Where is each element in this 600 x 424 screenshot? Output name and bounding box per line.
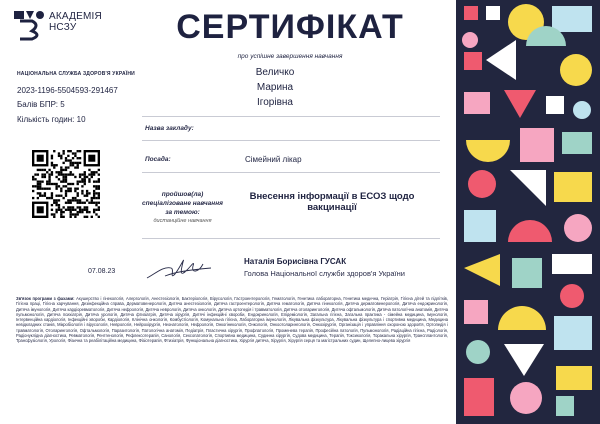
certificate-subtitle: про успішне завершення навчання	[237, 53, 343, 60]
course-title: Внесення інформації в ЕСОЗ щодо вакцинації	[249, 191, 415, 213]
specialties-label: Зв'язок програми з фахами:	[16, 296, 75, 301]
academy-logo-icon	[12, 9, 46, 41]
recipient-surname: Величко	[255, 67, 295, 78]
divider	[142, 238, 440, 239]
service-name: НАЦІОНАЛЬНА СЛУЖБА ЗДОРОВ'Я УКРАЇНИ	[17, 71, 135, 77]
position-label: Посада:	[145, 156, 171, 163]
bpr-points: Балів БПР: 5	[17, 100, 65, 109]
issue-date: 07.08.23	[88, 268, 116, 275]
signer-position: Голова Національної служби здоров'я України	[244, 269, 405, 278]
divider	[142, 140, 440, 141]
hours-count: Кількість годин: 10	[17, 115, 86, 124]
geometric-shapes-icon	[456, 0, 600, 424]
decorative-pattern	[456, 0, 600, 424]
academy-logo-text	[49, 11, 102, 33]
course-label: пройшов(ла) спеціалізоване навчання за темою:	[142, 191, 223, 216]
specialties-list: Акушерство і гінекологія, Алергологія, Анестезіологія, Бактеріологія, Вірусологія, Гастроентерологія, Гематологія, Генетика лабораторна, Генетика медична, Геріатрія, Гігієна дітей та підлітків, Гігієна праці, Гігієна харчування, Дезінфекційна справа, Дерматовенерологія, Дитяча анестезіологія, Дитяча гастроентерологія, Дитяча гематологія, Дитяча гінекологія, Дитяча дерматовенерологія, Дитяча ендокринологія, Дитяча імунологія, Дитяча кардіоревматологія, Дитяча нефрологія, Дитяча неврологія, Дитяча онкологія, Дитяча ортопедія і травматологія, Дитяча отоларингологія, Дитяча офтальмологія, Дитяча патологічна анатомія, Дитяча пульмонологія, Дитяча психіатрія, Дитяча урологія, Дитяча фтизіатрія, Дитяча хірургія, Дитячі інфекційні хвороби, Ендокринологія, Епідеміологія, Загальна гігієна, Загальна практика - сімейна медицина, Імунологія, Інтервенційна кардіологія, Інфекційні хвороби, Кардіологія, Клінічна онкологія, Комбустіологія, Комунальна гігієна, Лабораторна імунологія, Лікувальна фізкультура, Лікувальна фізкультура і спортивна медицина, Медицина невідкладних станів, Мікробіологія і вірусологія, Неврологія, Нейрохірургія, Неонатологія, Нефрологія, Онкогінекологія, Онкологія, Онкоотоларингологія, Онкохірургія, Організація і управління охороною здоров'я, Ортопедія і травматологія, Отоларингологія, Офтальмологія, Паразитологія, Патологічна анатомія, Педіатрія, Пластична хірургія, Профпатологія, Променева терапія, Професійна патологія, Пульмонологія, Радіаційна гігієна, Радіологія, Радіонуклідна діагностика, Ревматологія, Рентгенологія, Рефлексотерапія, Санологія, Сексопатологія, Спортивна медицина, Судинна хірургія, Судова медицина, Терапія, Токсикологія, Торакальна хірургія, Трансплантологія, Трансфузіологія, Урологія, Фізична та реабілітаційна медицина, Фізіотерапія, Фтизіатрія, Функціональна діагностика, Хірургія дитяча, Хірургія, Хірургія серця та магістральних судин, Щелепно-лицева хірургія	[16, 296, 448, 344]
signature-image	[145, 252, 215, 282]
certificate-title: СЕРТИФІКАТ	[176, 8, 404, 46]
certificate-number: 2023-1196-5504593-291467	[17, 86, 118, 95]
divider	[142, 172, 440, 173]
recipient-first-name: Марина	[256, 82, 294, 93]
specialties-text	[16, 296, 448, 344]
qr-code-icon	[32, 150, 100, 218]
signer-name: Наталія Борисівна ГУСАК	[244, 257, 347, 266]
position-value: Сімейний лікар	[245, 155, 302, 164]
recipient-patronymic: Ігорівна	[257, 97, 293, 108]
logo-line2: НСЗУ	[49, 22, 77, 33]
divider	[142, 116, 440, 117]
logo-line1: АКАДЕМІЯ	[49, 11, 102, 22]
learning-format: дистанційне навчання	[153, 218, 212, 224]
institution-label: Назва закладу:	[145, 125, 194, 132]
